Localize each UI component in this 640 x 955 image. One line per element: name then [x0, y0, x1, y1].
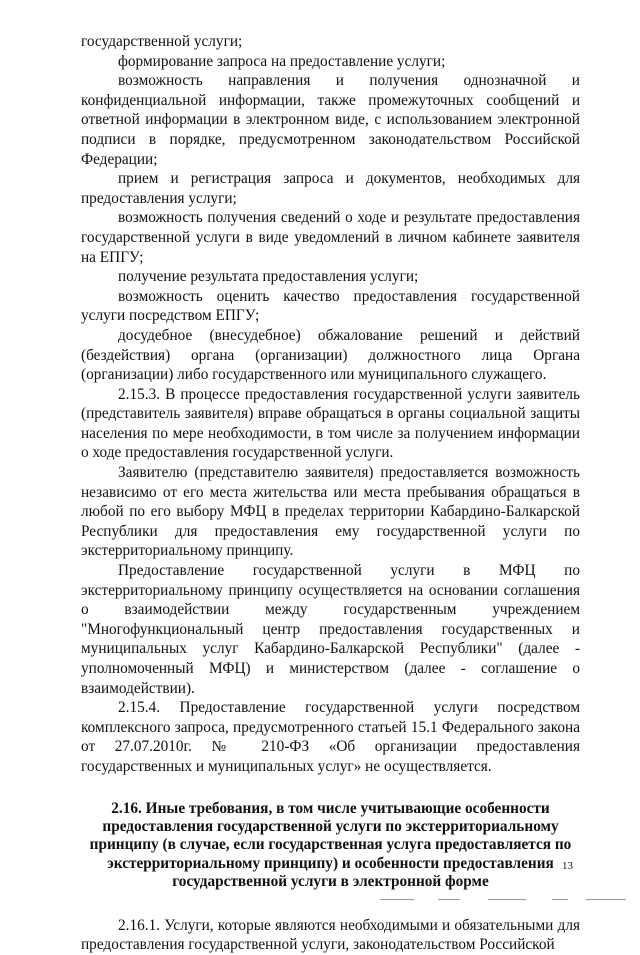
list-item-registration: прием и регистрация запроса и документов, необходимых для предоставления услуги; — [81, 170, 580, 207]
list-item-quality-assessment: возможность оценить качество предоставления государственной услуги посредством ЕПГУ; — [81, 287, 580, 325]
paragraph-2-15-4: 2.15.4. Предоставление государственной услуги посредством комплексного запроса, предусмотренного статьей 15.1 Федерального закона от 27.07.2010г. № 210-ФЗ «Об организации предоставления государственных и муниципальных услуг» не осуществляется. — [81, 699, 580, 775]
page-number: 13 — [562, 860, 573, 872]
page-body — [81, 32, 580, 955]
paragraph-continuation: государственной услуги; — [81, 33, 243, 50]
list-item-result: получение результата предоставления услуги; — [118, 268, 419, 286]
scan-artifacts — [380, 897, 630, 903]
list-item-request-forming: формирование запроса на предоставление услуги; — [118, 52, 446, 70]
paragraph-applicant-mfc: Заявителю (представителю заявителя) предоставляется возможность независимо от его места жительства или места пребывания обращаться в любой по его выбору МФЦ в пределах территории Кабардино-Балкарской Республики для предоставления ему государственной услуги по экстерриториальному принципу. — [81, 464, 580, 560]
list-item-status-info: возможность получения сведений о ходе и результате предоставления государственной услуги в виде уведомлений в личном кабинете заявителя на ЕПГУ; — [81, 209, 580, 266]
paragraph-2-16-1: 2.16.1. Услуги, которые являются необходимыми и обязательными для предоставления государственной услуги, законодательством Российской — [81, 916, 580, 954]
paragraph-2-15-3: 2.15.3. В процессе предоставления государственной услуги заявитель (представитель заявителя) вправе обращаться в органы социальной защиты населения по мере необходимости, в том числе за получением информации о ходе предоставления государственной услуги. — [81, 385, 580, 462]
list-item-electronic-exchange: возможность направления и получения однозначной и конфиденциальной информации, также промежуточных сообщений и ответной информации в электронном виде, с использованием электронной подписи в порядке, предусмотренном законодательством Российской Федерации; — [81, 72, 580, 168]
section-heading-2-16: 2.16. Иные требования, в том числе учитывающие особенности предоставления государственной услуги по экстерриториальному принципу (в случае, если государственная услуга предоставляется по экстерриториальному принципу) и особенности предоставления государственной услуги в электронной форме — [89, 799, 572, 891]
paragraph-mfc-agreement: Предоставление государственной услуги в МФЦ по экстерриториальному принципу осуществляется на основании соглашения о взаимодействии между государственным учреждением "Многофункциональный центр предоставления государственных и муниципальных услуг Кабардино-Балкарской Республики" (далее - уполномоченный МФЦ) и министерством (далее - соглашение о взаимодействии). — [81, 562, 580, 697]
list-item-appeal: досудебное (внесудебное) обжалование решений и действий (бездействия) органа (организации) должностного лица Органа (организации) либо государственного или муниципального служащего. — [81, 326, 580, 384]
